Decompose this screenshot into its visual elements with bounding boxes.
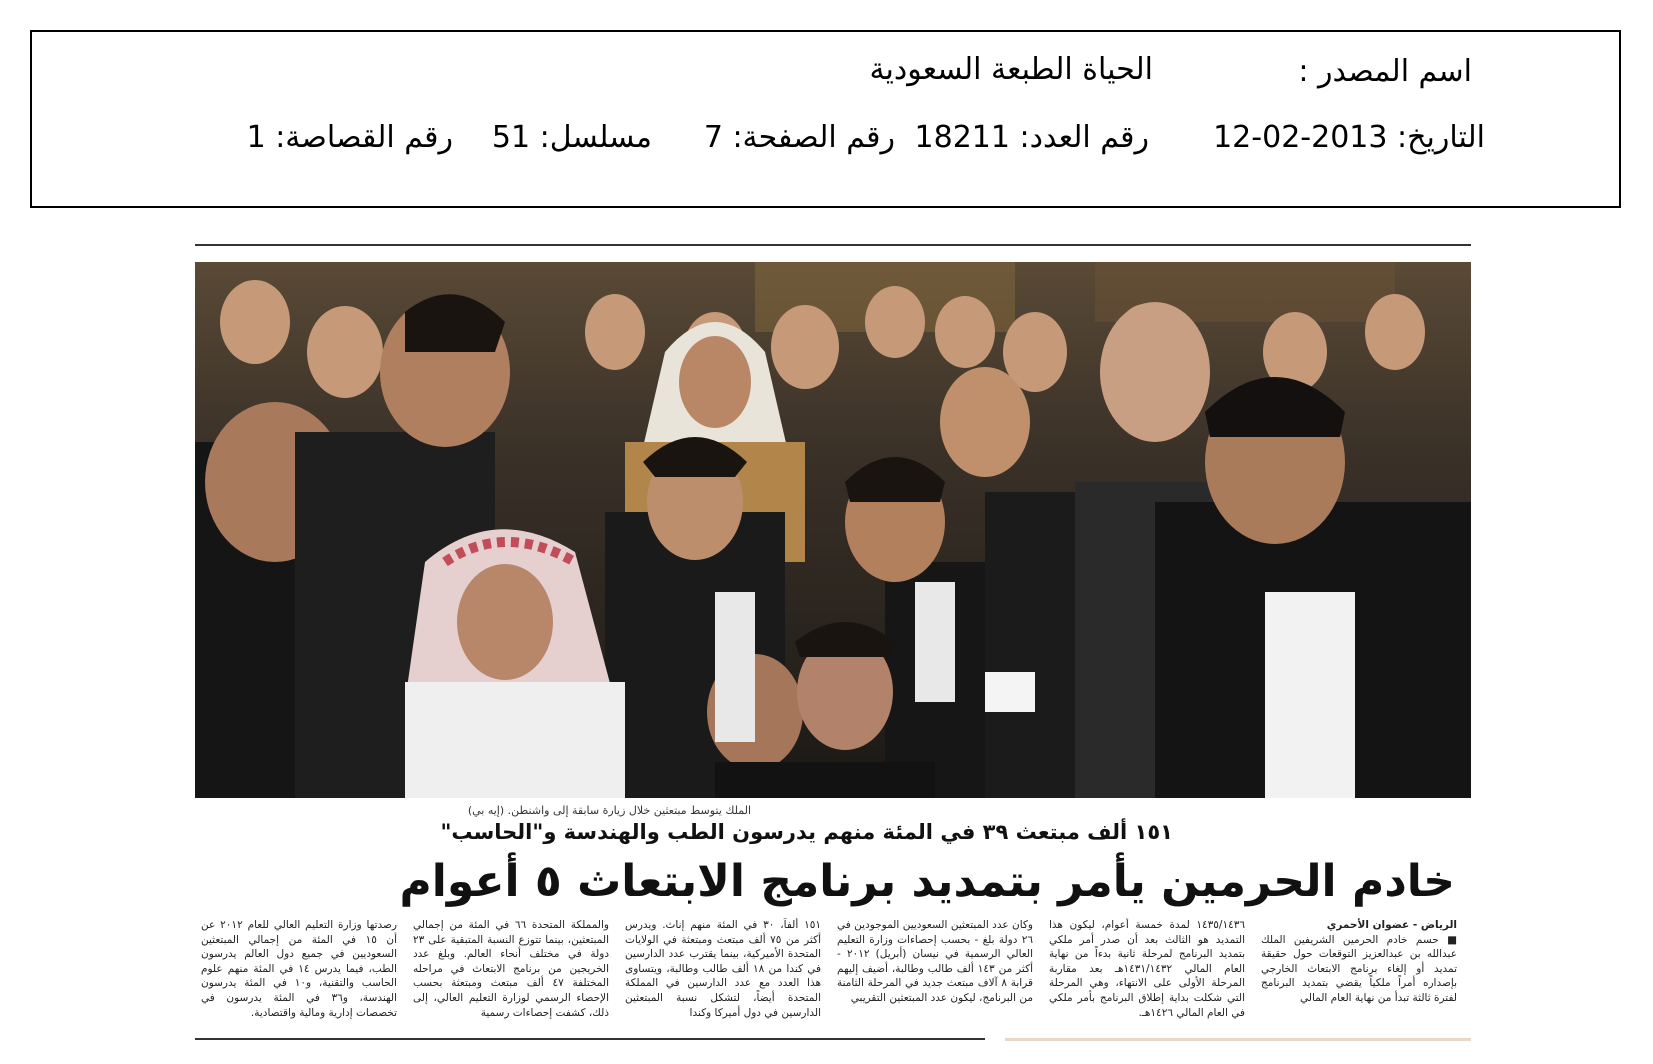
article-column [1261, 918, 1457, 1038]
byline: الرياض - عضوان الأحمري [1326, 919, 1457, 931]
article-column: والمملكة المتحدة ٦٦ في المئة من إجمالي المبتعثين، بينما تتوزع النسبة المتبقية على ٢٣ دولة في مختلف أنحاء العالم. وبلغ عدد الخريجين من برنامج الابتعاث في مراحله المختلفة ٤٧ ألف مبتعث ومبتعثة بحسب الإحصاء الرسمي لوزارة التعليم العالي، إلى ذلك، كشفت إحصاءات رسمية [413, 919, 609, 1019]
source-value: الحياة الطبعة السعودية [869, 52, 1153, 87]
subheadline: ١٥١ ألف مبتعث ٣٩ في المئة منهم يدرسون الطب والهندسة و"الحاسب" [440, 820, 1173, 844]
column-text: ■ حسم خادم الحرمين الشريفين الملك عبدالله بن عبدالعزيز التوقعات حول حقيقة تمديد أو إلغاء برنامج الابتعاث الخارجي بإصداره أمراً ملكياً يقضي بتمديد البرنامج لفترة ثالثة تبدأ من نهاية العام المالي [1261, 933, 1457, 1004]
bottom-rule [195, 1038, 985, 1040]
article-column: ١٤٣٥/١٤٣٦ لمدة خمسة أعوام، ليكون هذا التمديد هو الثالث بعد أن صدر أمر ملكي بتمديد البرنامج لمرحلة ثانية بدءاً من نهاية العام المالي ١٤٣١/١٤٣٢هـ بعد مقاربة المرحلة الأولى على الانتهاء، وهي المرحلة التي شكلت بداية إطلاق البرنامج بأمر ملكي في العام المالي ١٤٢٦هـ. [1049, 919, 1245, 1019]
bottom-rule-light [1005, 1038, 1471, 1041]
top-rule [195, 244, 1471, 246]
article-photo [195, 262, 1471, 798]
clip-field: رقم القصاصة: 1 [246, 120, 453, 155]
article-column: ١٥١ ألفاً، ٣٠ في المئة منهم إناث. ويدرس أكثر من ٧٥ ألف مبتعث ومبتعثة في الولايات المتحدة الأميركية، بينما يقترب عدد الدارسين في كندا من ١٨ ألف طالب وطالبة، ويتساوى هذا العدد مع عدد الدارسين في المملكة المتحدة أيضاً، لتشكل نسبة المبتعثين الدارسين في دول أميركا وكندا [625, 919, 821, 1019]
article-body [195, 918, 1471, 1038]
newspaper-clipping [195, 242, 1471, 1052]
headline: خادم الحرمين يأمر بتمديد برنامج الابتعاث ٥ أعوام [399, 856, 1455, 907]
page-field: رقم الصفحة: 7 [703, 120, 895, 155]
issue-field: رقم العدد: 18211 [914, 120, 1149, 155]
serial-field: مسلسل: 51 [491, 120, 652, 155]
article-column: وكان عدد المبتعثين السعوديين الموجودين في ٢٦ دولة بلغ - بحسب إحصاءات وزارة التعليم العالي الرسمية في نيسان (أبريل) ٢٠١٢ - أكثر من ١٤٣ ألف طالب وطالبة، أضيف إليهم قرابة ٨ آلاف مبتعث جديد في المرحلة الثامنة من البرنامج، ليكون عدد المبتعثين التقريبي [837, 919, 1033, 1004]
photo-caption: الملك يتوسط مبتعثين خلال زيارة سابقة إلى واشنطن. (إيه بي) [467, 804, 751, 817]
source-label: اسم المصدر : [1298, 54, 1472, 89]
date-field: التاريخ: 2013-02-12 [1213, 120, 1485, 155]
article-column: رصدتها وزارة التعليم العالي للعام ٢٠١٢ عن أن ١٥ في المئة من إجمالي المبتعثين السعوديين في جميع دول العالم يدرسون الطب، فيما يدرس ١٤ في المئة منهم علوم الحاسب والتقنية، و١٠ في المئة يدرسون الهندسة، و٣٦ في المئة يدرسون في تخصصات إدارية ومالية واقتصادية. [201, 919, 397, 1019]
source-header-box [30, 30, 1621, 208]
